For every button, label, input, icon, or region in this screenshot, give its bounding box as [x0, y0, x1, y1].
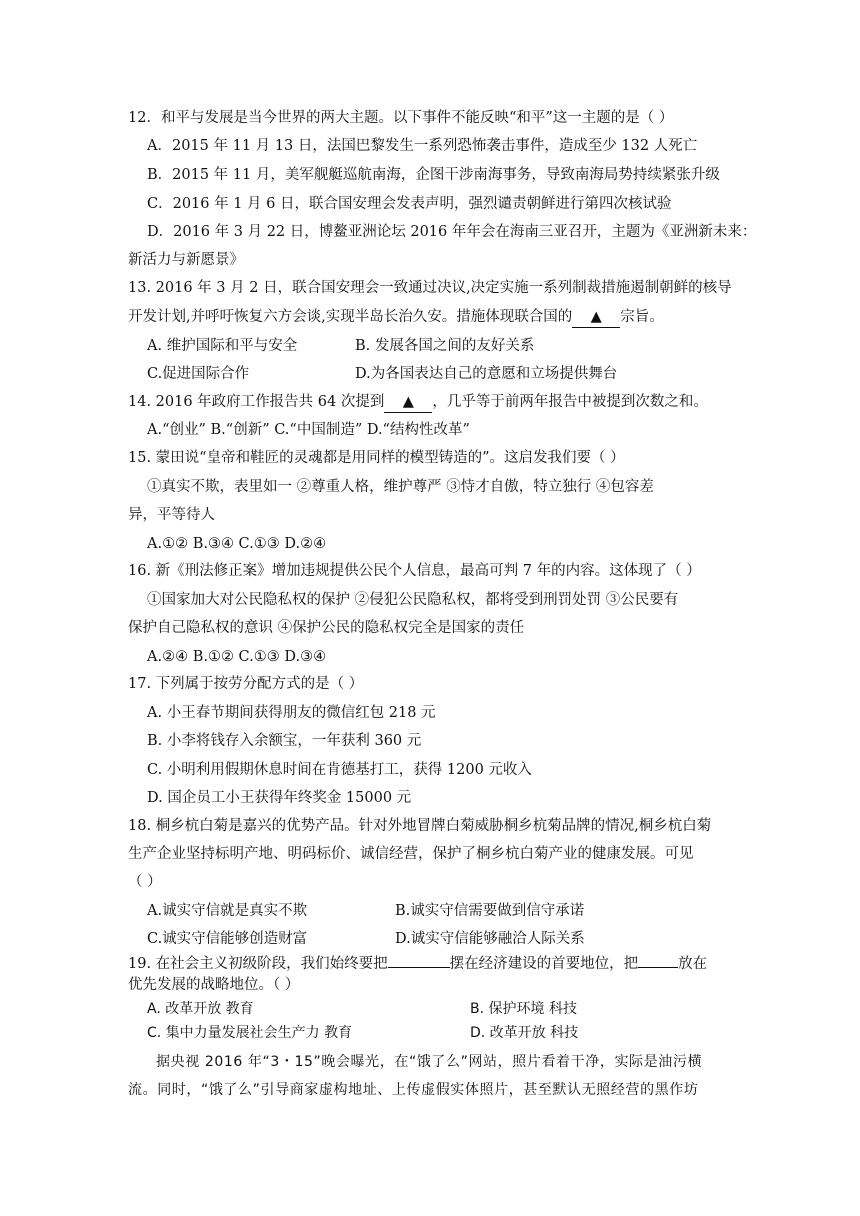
q14-stem-text: 14. 2016 年政府工作报告共 64 次提到: [128, 394, 385, 410]
q13-stem-line2-text: 开发计划,并呼吁恢复六方会谈,实现半岛长治久安。措施体现联合国的: [128, 309, 573, 325]
q13-stem-line1: 13. 2016 年 3 月 2 日，联合国安理会一致通过决议,决定实施一系列制裁措施遏制朝鲜的核导: [128, 280, 732, 296]
fill-blank-1: [388, 952, 450, 968]
q18-option-b: B.诚实守信需要做到信守承诺: [395, 903, 585, 919]
q16-statements-line1: ①国家加大对公民隐私权的保护 ②侵犯公民隐私权，都将受到刑罚处罚 ③公民要有: [147, 592, 679, 608]
q19-option-a: A. 改革开放 教育: [147, 1001, 254, 1017]
q19-stem-end: 放在: [678, 956, 708, 972]
q14-stem: [128, 392, 708, 413]
q19-stem-line1: [128, 952, 707, 974]
answer-blank-triangle: ▲: [384, 392, 432, 413]
q17-option-b: B. 小李将钱存入余额宝，一年获利 360 元: [147, 733, 422, 749]
q15-statements-line1: ①真实不欺，表里如一 ②尊重人格，维护尊严 ③恃才自傲，特立独行 ④包容差: [147, 479, 654, 495]
q16-options: A.②④ B.①② C.①③ D.③④: [147, 649, 327, 665]
q14-options: A.“创业” B.“创新” C.“中国制造” D.“结构性改革”: [147, 422, 470, 438]
q13-stem-line2-end: 宗旨。: [620, 309, 664, 325]
q17-option-a: A. 小王春节期间获得朋友的微信红包 218 元: [147, 705, 436, 721]
q17-stem: 17. 下列属于按劳分配方式的是（ ）: [128, 676, 364, 692]
passage-line1: 据央视 2016 年“3・15”晚会曝光，在“饿了么”网站，照片看着干净，实际是油污横: [156, 1054, 703, 1070]
q12-option-c: C．2016 年 1 月 6 日，联合国安理会发表声明，强烈谴责朝鲜进行第四次核试验: [147, 196, 672, 212]
q12-option-d-line2: 新活力与新愿景》: [128, 252, 244, 268]
q16-statements-line2: 保护自己隐私权的意识 ④保护公民的隐私权完全是国家的责任: [128, 620, 525, 636]
q15-statements-line2: 异，平等待人: [128, 507, 215, 523]
q12-option-a: A．2015 年 11 月 13 日，法国巴黎发生一系列恐怖袭击事件，造成至少 132 人死亡: [147, 138, 698, 154]
q19-option-c: C. 集中力量发展社会生产力 教育: [147, 1025, 353, 1041]
q16-stem: 16. 新《刑法修正案》增加违规提供公民个人信息，最高可判 7 年的内容。这体现了（ ）: [128, 563, 701, 579]
q19-option-d: D. 改革开放 科技: [470, 1025, 579, 1041]
q19-stem-text: 19. 在社会主义初级阶段，我们始终要把: [128, 956, 388, 972]
q19-stem-line2: 优先发展的战略地位。（ ）: [128, 977, 300, 993]
q17-option-d: D. 国企员工小王获得年终奖金 15000 元: [147, 790, 412, 806]
q13-option-c: C.促进国际合作: [147, 366, 250, 382]
q18-stem-line1: 18. 桐乡杭白菊是嘉兴的优势产品。针对外地冒牌白菊威胁桐乡杭菊品牌的情况,桐乡杭白菊: [128, 818, 712, 834]
q18-stem-line2: 生产企业坚持标明产地、明码标价、诚信经营，保护了桐乡杭白菊产业的健康发展。可见: [128, 846, 694, 862]
answer-blank-triangle: ▲: [572, 307, 620, 328]
q13-option-a: A. 维护国际和平与安全: [147, 338, 298, 354]
q12-option-b: B．2015 年 11 月，美军舰艇巡航南海，企图干涉南海事务，导致南海局势持续紧张升级: [147, 167, 720, 183]
q18-option-a: A.诚实守信就是真实不欺: [147, 903, 308, 919]
q12-stem: 12．和平与发展是当今世界的两大主题。以下事件不能反映“和平”这一主题的是（ ）: [128, 110, 674, 126]
passage-line2: 流。同时，“饿了么”引导商家虚构地址、上传虚假实体照片，甚至默认无照经营的黑作坊: [128, 1082, 699, 1098]
q15-options: A.①② B.③④ C.①③ D.②④: [147, 536, 327, 552]
q13-stem-line2: [128, 307, 664, 328]
fill-blank-2: [638, 952, 678, 968]
q18-option-c: C.诚实守信能够创造财富: [147, 931, 308, 947]
q17-option-c: C. 小明利用假期休息时间在肯德基打工，获得 1200 元收入: [147, 762, 532, 778]
q18-stem-line3: （ ）: [128, 874, 162, 890]
q19-option-b: B. 保护环境 科技: [470, 1001, 577, 1017]
q14-stem-end: ，几乎等于前两年报告中被提到次数之和。: [432, 394, 708, 410]
q13-option-b: B. 发展各国之间的友好关系: [355, 338, 535, 354]
q12-option-d-line1: D．2016 年 3 月 22 日，博鳌亚洲论坛 2016 年年会在海南三亚召开，主题为《亚洲新未来：: [147, 224, 757, 240]
q15-stem: 15. 蒙田说“皇帝和鞋匠的灵魂都是用同样的模型铸造的”。这启发我们要（ ）: [128, 450, 625, 466]
q19-stem-middle: 摆在经济建设的首要地位，把: [449, 956, 639, 972]
q18-option-d: D.诚实守信能够融洽人际关系: [395, 931, 585, 947]
q13-option-d: D.为各国表达自己的意愿和立场提供舞台: [355, 366, 618, 382]
